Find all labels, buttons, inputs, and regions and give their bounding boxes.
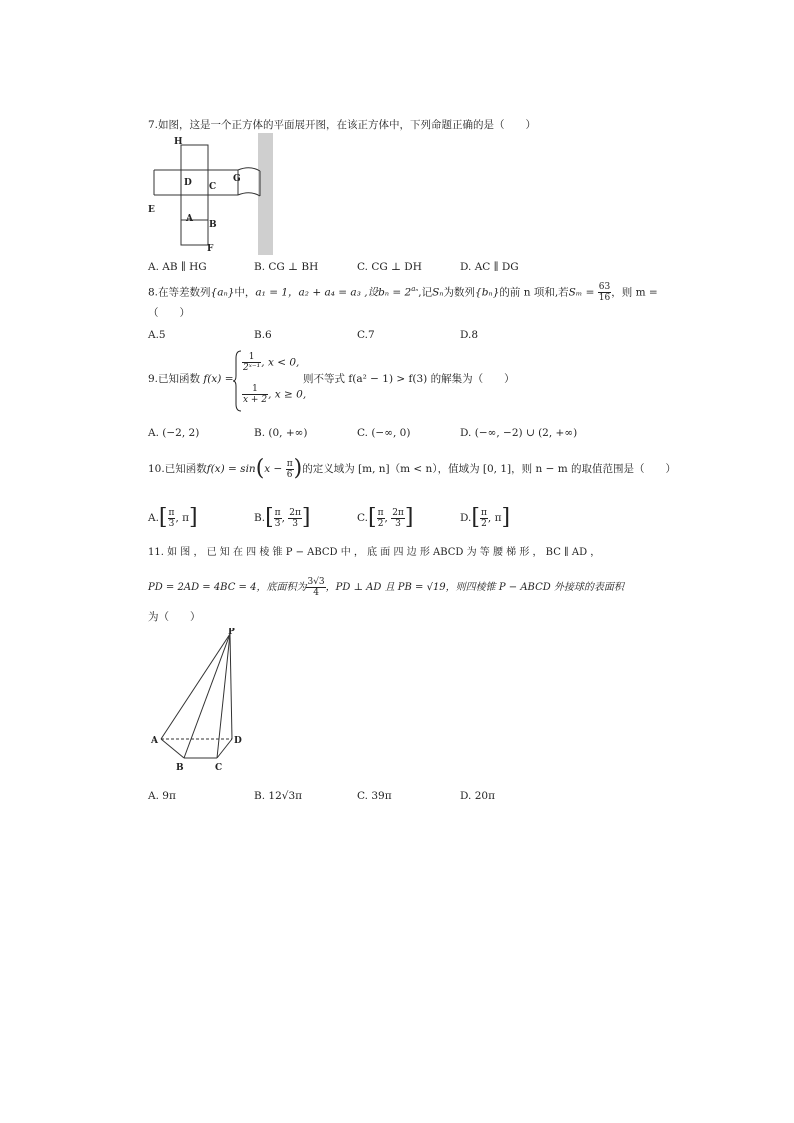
q9-case2: $\frac{1}{x + 2}$ , x ≥ 0,: [243, 384, 307, 405]
q11-option-a: A. 9π: [148, 790, 176, 802]
q8-option-a: A.5: [148, 329, 166, 341]
q8-option-b: B.6: [254, 329, 272, 341]
q11-pyramid-figure: [148, 628, 248, 773]
q7-label-e: E: [148, 205, 155, 215]
q8-option-d: D.8: [460, 329, 479, 341]
q10-option-d: D.[ $\frac{\pi}{2}$ , π]: [460, 505, 511, 530]
q11-line1: 11. 如 图 ， 已 知 在 四 棱 锥 P − ABCD 中 ， 底 面 四 边 形 ABCD 为 等 腰 梯 形 ， BC ∥ AD ，: [148, 547, 601, 558]
q7-cube-net-figure: [148, 133, 273, 255]
q9-option-a: A. (−2, 2): [148, 427, 200, 439]
q7-option-b: B. CG ⊥ BH: [254, 261, 319, 273]
q9-case1: $\frac{1}{\text{2ˣ⁻¹}}$ , x < 0,: [243, 352, 300, 373]
q11-label-d: D: [234, 736, 242, 746]
q7-option-c: C. CG ⊥ DH: [357, 261, 422, 273]
q7-option-d: D. AC ∥ DG: [460, 261, 519, 273]
q8-stem-line2: （ ）: [148, 307, 190, 319]
q11-line3: 为（ ）: [148, 611, 201, 623]
q10-option-b: B.[ $\frac{\pi}{3}$ , $\frac{2\pi}{3}$ ]: [254, 505, 311, 530]
q7-label-g: G: [233, 174, 241, 184]
q8-stem: 8.在等差数列{aₙ}中，a₁ = 1，a₂ + a₄ = a₃ ,设$b_n = 2^{a_n}$,记Sₙ为数列{bₙ}的前 n 项和,若Sₘ = $\frac{63}{16}$ ，则 m =: [148, 282, 658, 303]
q11-option-b: B. 12√3π: [254, 790, 303, 802]
q10-stem: 10.已知函数f(x) = sin(x − $\frac{\pi}{6}$ )的定义域为 [m, n]（m < n），值域为 [0, 1]，则 n − m 的取值范围是（ ）: [148, 456, 677, 481]
q7-label-h: H: [174, 137, 183, 147]
q9-prefix: 9.已知函数 f(x) =: [148, 373, 234, 385]
q7-label-b: B: [209, 220, 217, 230]
q11-label-b: B: [176, 763, 184, 773]
q10-option-a: A.[ $\frac{\pi}{3}$ , π]: [148, 505, 198, 530]
q7-label-a: A: [186, 214, 193, 224]
q9-left-brace: [232, 350, 242, 412]
q8-option-c: C.7: [357, 329, 375, 341]
q7-label-f: F: [207, 244, 214, 254]
q9-tail: 则不等式 f(a² − 1) > f(3) 的解集为（ ）: [303, 373, 515, 385]
q11-option-d: D. 20π: [460, 790, 495, 802]
q11-label-a: A: [151, 736, 158, 746]
q7-stem: 7.如图，这是一个正方体的平面展开图，在该正方体中，下列命题正确的是（ ）: [148, 119, 537, 131]
q9-option-b: B. (0, +∞): [254, 427, 308, 439]
q11-label-p: P: [228, 628, 235, 637]
q7-label-d: D: [184, 178, 192, 188]
q11-label-c: C: [215, 763, 223, 773]
q11-line2: PD = 2AD = 4BC = 4，底面积为 $\frac{3√3}{4}$ ，PD ⊥ AD 且 PB = √19，则四棱锥 P − ABCD 外接球的表面积: [148, 577, 624, 598]
q9-option-d: D. (−∞, −2) ∪ (2, +∞): [460, 427, 578, 439]
q9-option-c: C. (−∞, 0): [357, 427, 411, 439]
q10-option-c: C.[ $\frac{\pi}{2}$ , $\frac{2\pi}{3}$ ]: [357, 505, 414, 530]
q11-option-c: C. 39π: [357, 790, 392, 802]
q7-label-c: C: [209, 182, 217, 192]
q7-option-a: A. AB ∥ HG: [148, 261, 207, 273]
